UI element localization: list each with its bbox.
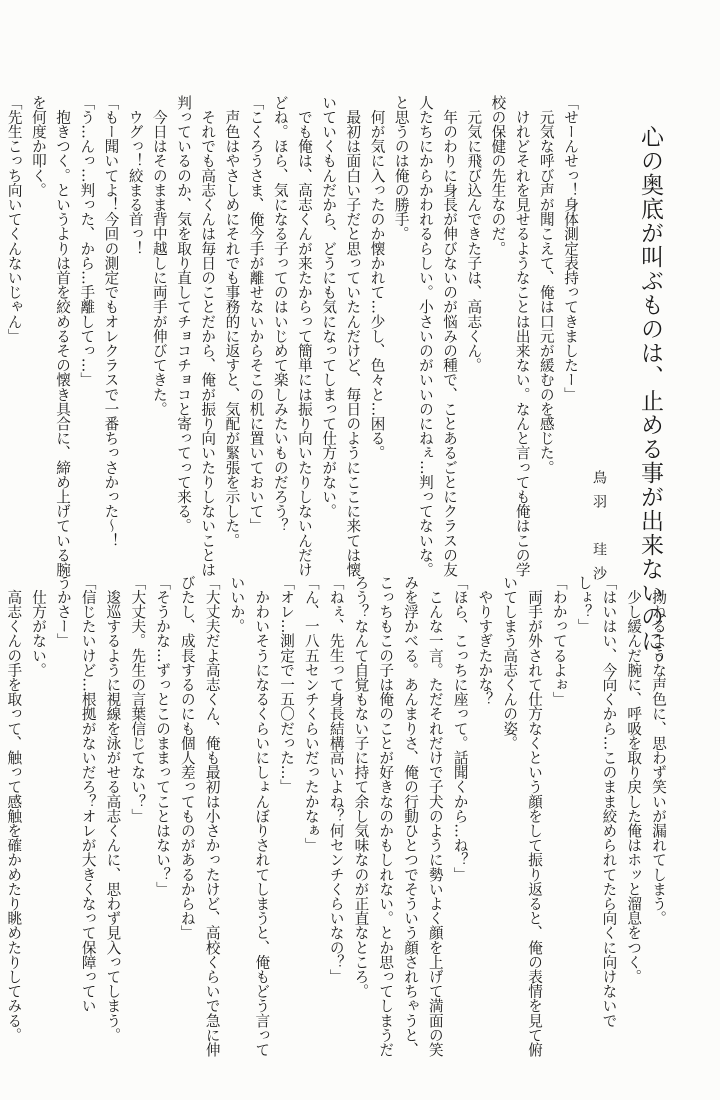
text-line: 「そうかな…ずっとこのままってことはない？」 (154, 575, 172, 897)
text-line: 「オレ…測定で一五〇だった…」 (278, 575, 296, 794)
story-title: 心の奥底が叫ぶものは、止める事が出来ないのに。 (637, 125, 663, 677)
text-line: こっちもこの子は俺のことが好きなのかもしれない。とか思ってしまうだ (377, 575, 395, 1057)
text-line: うかさー」 (54, 575, 72, 648)
text-line: 年のわりに身長が伸びないのが悩みの種で、ことあるごとにクラスの友 (441, 95, 459, 577)
text-line: びたし、成長するのにも個人差ってものがあるからね」 (178, 575, 196, 940)
text-line: 今日はそのまま背中越しに両手が伸びてきた。 (150, 95, 168, 417)
text-line: 逡巡するように視線を泳がせる高志くんに、思わず見入ってしまう。 (104, 575, 122, 1043)
text-line: 抱きつく。というよりは首を絞めるその懐き具合に、締め上げている腕 (54, 95, 72, 577)
text-line: 人たちにからかわれるらしい。小さいのがいいのにねぇ…判ってないな。 (416, 95, 434, 577)
text-line: いてしまう高志くんの姿。 (501, 575, 519, 751)
text-line: みを浮かべる。あんまりさ、俺の行動ひとつでそういう顔されちゃうと、 (402, 575, 420, 1057)
text-line: 両手が外されて仕方なくという顔をして振り返ると、俺の表情を見て俯 (526, 575, 544, 1057)
text-line: かわいそうになるくらいにしょんぼりされてしまうと、俺もどう言って (253, 575, 271, 1057)
text-line: 元気に飛び込んできた子は、高志くん。 (465, 95, 483, 373)
text-line: 「せーんせっ！身体測定表持ってきましたー」 (562, 95, 579, 402)
text-line: 最初は面白い子だと思っていたんだけど、毎日のようにここに来ては懐 (344, 95, 362, 577)
text-line: を何度か叩く。 (29, 95, 47, 198)
text-line: どね。ほら、気になる子ってのはいじめて楽しみたいものだろう？ (271, 95, 289, 533)
text-line: 仕方がない。 (30, 575, 48, 678)
text-line: 何が気に入ったのか懐かれて…少し、色々と…困る。 (368, 95, 386, 460)
text-line: 「信じたいけど…根拠がないだろ？オレが大きくなって保障ってい (79, 575, 97, 1013)
text-line: 元気な呼び声が聞こえて、俺は口元が緩むのを感じた。 (537, 95, 555, 475)
text-line: と思うのは俺の勝手。 (392, 95, 410, 241)
text-line: 「はいはい、今向くから…このまま絞められてたら向くに向けないで (600, 575, 618, 1028)
text-line: 高志くんの手を取って、触って感触を確かめたり眺めたりしてみる。 (5, 575, 23, 1043)
author-name: 鳥羽 珪沙 (591, 470, 607, 590)
text-line: 「ねぇ、先生って身長結構高いよね？何センチくらいなの？」 (327, 575, 345, 984)
text-line: しょ？」 (575, 575, 593, 634)
text-line: 「大丈夫。先生の言葉信じてない？」 (129, 575, 147, 824)
text-line: 「こくろうさま、俺今手が離せないからそこの机に置いておいて」 (247, 95, 265, 533)
text-line: けれどそれを見せるようなことは出来ない。なんと言っても俺はこの学 (513, 95, 531, 577)
text-line: 「大丈夫だよ高志くん、俺も最初は小さかったけど、高校くらいで急に伸 (203, 575, 221, 1057)
text-line: 「先生こっち向いてくんないじゃん」 (5, 95, 23, 344)
story-title-block (630, 125, 670, 677)
text-line: でも俺は、高志くんが来たからって簡単には振り向いたりしないんだけ (295, 95, 313, 577)
text-line: ろう？なんて自覚もない子に持て余し気味なのが正直なところ。 (352, 575, 370, 999)
text-line: 「ほら、こっちに座って。話聞くから…ね？」 (451, 575, 469, 882)
text-line: 少し緩んだ腕に、呼吸を取り戻した俺はホッと溜息をつく。 (625, 575, 643, 984)
text-line: いていくもんだから、どうにも気になってしまって仕方がない。 (320, 95, 338, 519)
text-line: 「ん、一八五センチくらいだったかなぁ」 (302, 575, 320, 853)
author-block (586, 470, 612, 590)
text-line: 「う…んっ…判った、から…手離してっ…」 (78, 95, 96, 387)
text-line: 「わかってるよぉ」 (550, 575, 568, 707)
text-line: こんな一言。ただそれだけで子犬のように勢いよく顔を上げて満面の笑 (426, 575, 444, 1057)
text-line: それでも高志くんは毎日のことだから、俺が振り向いたりしないことは (199, 95, 217, 577)
text-line: 「もー聞いてよ！今回の測定でもオレクラスで一番ちっさかった～！ (102, 95, 120, 548)
text-line: やりすぎたかな？ (476, 575, 494, 707)
body-text-bottom-section (5, 575, 670, 1057)
text-line: 校の保健の先生なのだ。 (489, 95, 507, 256)
text-line: ウグっ！絞まる首っ！ (126, 95, 144, 256)
text-line: 判っているのか、気を取り直してチョコチョコと寄ってって来る。 (175, 95, 192, 533)
body-text-top-section (5, 95, 582, 577)
text-line: いいか。 (228, 575, 246, 634)
text-line: 拗ねるような声色に、思わず笑いが漏れてしまう。 (650, 575, 667, 926)
text-line: 声色はやさしめにそれでも事務的に返すと、気配が緊張を示した。 (223, 95, 241, 548)
